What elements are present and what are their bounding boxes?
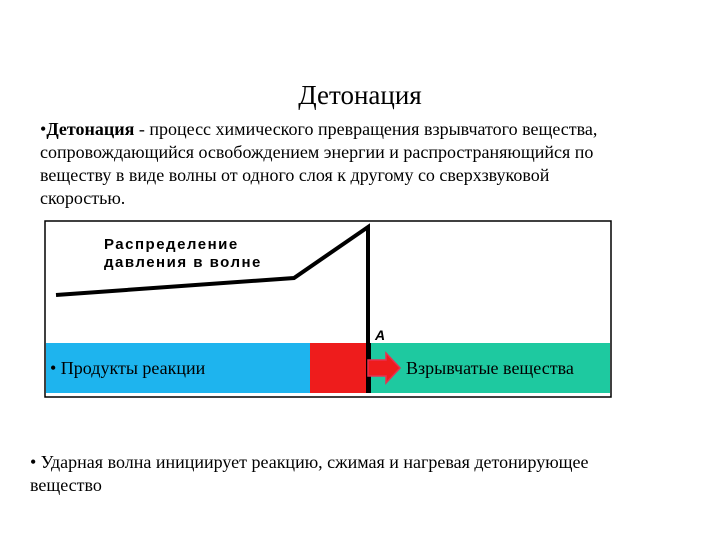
definition-paragraph xyxy=(40,118,630,210)
zone-explosive xyxy=(368,343,610,393)
zone-explosive-label: Взрывчатые вещества xyxy=(406,358,574,378)
pressure-caption-line2: давления в волне xyxy=(104,254,262,271)
front-label: A xyxy=(375,327,386,343)
footnote: • Ударная волна инициирует реакцию, сжимая и нагревая детонирующее вещество xyxy=(30,452,589,495)
zone-reaction-products xyxy=(46,343,310,393)
pressure-caption-line1: Распределение xyxy=(104,236,239,253)
slide-title: Детонация xyxy=(298,80,422,110)
zone-reaction xyxy=(310,343,368,393)
detonation-diagram xyxy=(44,220,612,398)
definition-term: Детонация xyxy=(46,119,135,139)
bullet: • xyxy=(40,119,47,139)
definition-text: - процесс химического превращения взрывчатого вещества, сопровождающийся освобождением энергии и распространяющийся по веществу в виде волны от одного слоя к другому со сверхзвуковой скоростью. xyxy=(40,119,598,208)
zone-products-label: • Продукты реакции xyxy=(50,358,206,378)
